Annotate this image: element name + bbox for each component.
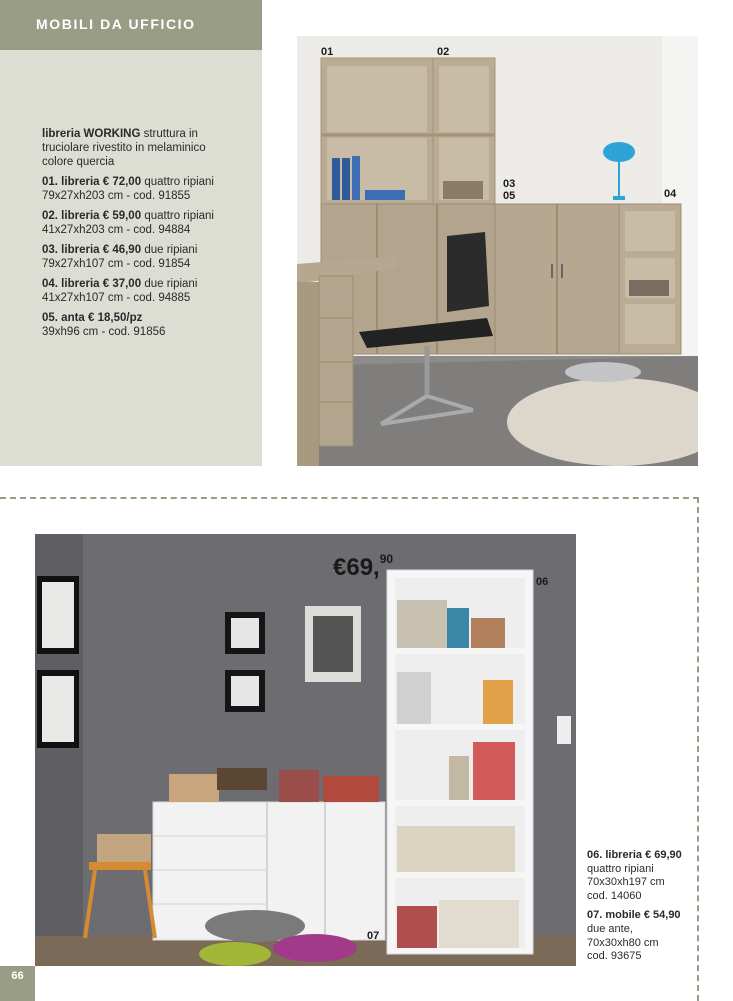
item-desc: due ripiani xyxy=(144,244,198,256)
item-desc: quattro ripiani xyxy=(144,176,214,188)
dashed-divider-vertical xyxy=(697,497,699,1001)
item-label: 02. libreria € 59,00 xyxy=(42,210,142,222)
dashed-divider-horizontal xyxy=(0,497,699,499)
item-label: 04. libreria € 37,00 xyxy=(42,278,142,290)
product-description xyxy=(42,127,217,345)
item-label: 07. mobile € 54,90 xyxy=(587,909,681,922)
product-material: struttura in truciolare rivestito in melaminico colore quercia xyxy=(42,128,206,168)
price-highlight xyxy=(333,554,393,582)
white-bookcase-photo xyxy=(35,534,576,966)
callout-06: 06 xyxy=(536,576,549,588)
price-cents: 90 xyxy=(379,552,394,566)
item-03 xyxy=(42,243,217,271)
item-desc: due ripiani xyxy=(144,278,198,290)
item-dims: 79x27xh203 cm - cod. 91855 xyxy=(42,190,191,202)
price-main: €69, xyxy=(333,554,380,581)
item-label: 03. libreria € 46,90 xyxy=(42,244,142,256)
callout-07: 07 xyxy=(367,930,380,942)
item-dims: 41x27xh203 cm - cod. 94884 xyxy=(42,224,191,236)
item-label: 01. libreria € 72,00 xyxy=(42,176,142,188)
callout-05: 05 xyxy=(503,190,516,202)
item-code: cod. 14060 xyxy=(587,889,642,902)
item-desc: due ante, xyxy=(587,922,633,935)
office-bookcase-photo xyxy=(297,36,698,466)
page-number: 66 xyxy=(11,970,24,982)
callout-01: 01 xyxy=(321,46,334,58)
item-07 xyxy=(587,909,697,963)
item-label: 05. anta € 18,50/pz xyxy=(42,312,143,324)
item-06 xyxy=(587,849,697,903)
item-dims: 39xh96 cm - cod. 91856 xyxy=(42,326,166,338)
item-code: cod. 93675 xyxy=(587,950,642,963)
office-scene-illustration xyxy=(297,36,698,466)
item-desc: quattro ripiani xyxy=(144,210,214,222)
living-scene-illustration xyxy=(35,534,576,966)
callout-04: 04 xyxy=(664,188,677,200)
item-desc: quattro ripiani xyxy=(587,862,654,875)
item-01 xyxy=(42,175,217,203)
callout-02: 02 xyxy=(437,46,450,58)
item-label: 06. libreria € 69,90 xyxy=(587,849,682,861)
item-02 xyxy=(42,209,217,237)
item-04 xyxy=(42,277,217,305)
callout-03: 03 xyxy=(503,178,516,190)
product-intro xyxy=(42,127,217,169)
item-dims: 41x27xh107 cm - cod. 94885 xyxy=(42,292,191,304)
section-title: MOBILI DA UFFICIO xyxy=(36,16,196,32)
product-name: libreria WORKING xyxy=(42,128,141,140)
item-dims: 79x27xh107 cm - cod. 91854 xyxy=(42,258,191,270)
bottom-product-description xyxy=(587,849,697,970)
item-dims: 70x30xh197 cm xyxy=(587,876,665,889)
item-05 xyxy=(42,311,217,339)
item-dims: 70x30xh80 cm xyxy=(587,936,659,949)
